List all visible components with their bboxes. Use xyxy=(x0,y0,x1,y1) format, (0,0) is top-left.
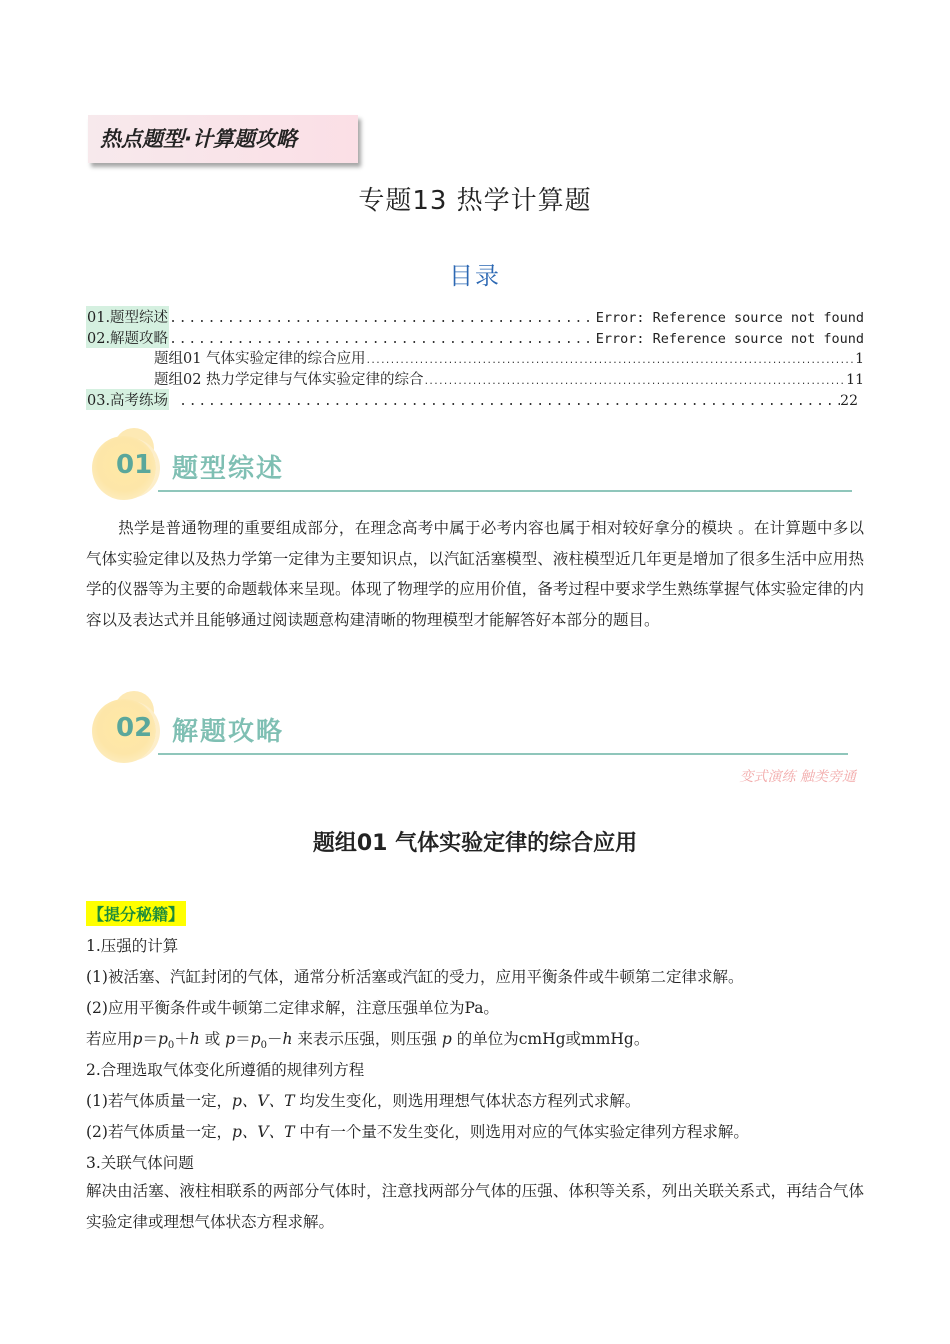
banner-label: 热点题型·计算题攻略 xyxy=(100,127,297,151)
section-number: 01 xyxy=(116,450,153,480)
tip-line-formula: 若应用$p=p_0+h$ 或 $p=p_0-h$ 来表示压强，则压强 p 的单位为cmHg或mmHg。 xyxy=(86,1030,650,1052)
section-header-strategy xyxy=(92,693,848,773)
toc-entry-page: 22 xyxy=(840,393,858,409)
document-title: 专题13 热学计算题 xyxy=(358,186,592,216)
toc-entry-label: 02.解题攻略 xyxy=(86,327,169,348)
section-name: 题型综述 xyxy=(172,454,285,484)
toc-entry-label: 01.题型综述 xyxy=(86,306,169,327)
section-divider xyxy=(158,753,848,755)
toc-entry-label: 03.高考练场 xyxy=(86,389,169,410)
hot-topic-banner xyxy=(88,115,358,163)
toc-entry-label: 题组02 热力学定律与气体实验定律的综合 xyxy=(154,372,424,388)
toc-leader xyxy=(179,394,840,409)
toc-heading: 目录 xyxy=(449,262,501,290)
toc-leader xyxy=(169,332,596,347)
toc-leader xyxy=(169,311,596,326)
toc-entry-page: Error: Reference source not found xyxy=(595,310,864,326)
tip-line: 2.合理选取气体变化所遵循的规律列方程 xyxy=(86,1061,365,1079)
tips-label: 【提分秘籍】 xyxy=(86,901,186,926)
toc-entry-page: 1 xyxy=(855,351,864,367)
tip-line: (2)应用平衡条件或牛顿第二定律求解，注意压强单位为Pa。 xyxy=(86,999,499,1017)
tip-line: 3.关联气体问题 xyxy=(86,1154,194,1172)
overview-paragraph xyxy=(86,513,864,635)
overview-text: 热学是普通物理的重要组成部分，在理念高考中属于必考内容也属于相对较好拿分的模块 。在计算题中多以气体实验定律以及热力学第一定律为主要知识点，以汽缸活塞模型、液柱模型近几年更是增加了很多生活中应用热学的仪器等为主要的命题载体来呈现。体现了物理学的应用价值，备考过程中要求学生熟练掌握气体实验定律的内容以及表达式并且能够通过阅读题意构建清晰的物理模型才能解答好本部分的题目。 xyxy=(86,519,864,629)
tip-line: (1)若气体质量一定，p、V、T 均发生变化，则选用理想气体状态方程列式求解。 xyxy=(86,1092,641,1110)
tip-line: 1.压强的计算 xyxy=(86,937,179,955)
section-header-overview xyxy=(92,430,852,510)
section-divider xyxy=(158,490,852,492)
toc-entry-page: 11 xyxy=(846,372,864,388)
tip-paragraph: 解决由活塞、液柱相联系的两部分气体时，注意找两部分气体的压强、体积等关系，列出关联关系式，再结合气体实验定律或理想气体状态方程求解。 xyxy=(86,1182,864,1231)
toc-entry-group-02[interactable] xyxy=(154,368,864,388)
section-tagline: 变式演练 触类旁通 xyxy=(739,769,856,785)
tip-line: (2)若气体质量一定，p、V、T 中有一个量不发生变化，则选用对应的气体实验定律列方程求解。 xyxy=(86,1123,749,1141)
section-name: 解题攻略 xyxy=(172,717,285,747)
toc-entry-exam-practice[interactable] xyxy=(86,389,858,409)
toc-leader xyxy=(424,377,847,387)
toc-entry-label: 题组01 气体实验定律的综合应用 xyxy=(154,351,366,367)
toc-entry-overview[interactable] xyxy=(86,306,864,326)
toc-entry-page: Error: Reference source not found xyxy=(595,331,864,347)
tip-line: (1)被活塞、汽缸封闭的气体，通常分析活塞或汽缸的受力，应用平衡条件或牛顿第二定律求解。 xyxy=(86,968,744,986)
toc-entry-group-01[interactable] xyxy=(154,347,864,367)
group-title: 题组01 气体实验定律的综合应用 xyxy=(312,831,638,856)
toc-leader xyxy=(366,356,856,366)
section-number: 02 xyxy=(116,713,153,743)
toc-entry-strategy[interactable] xyxy=(86,327,864,347)
